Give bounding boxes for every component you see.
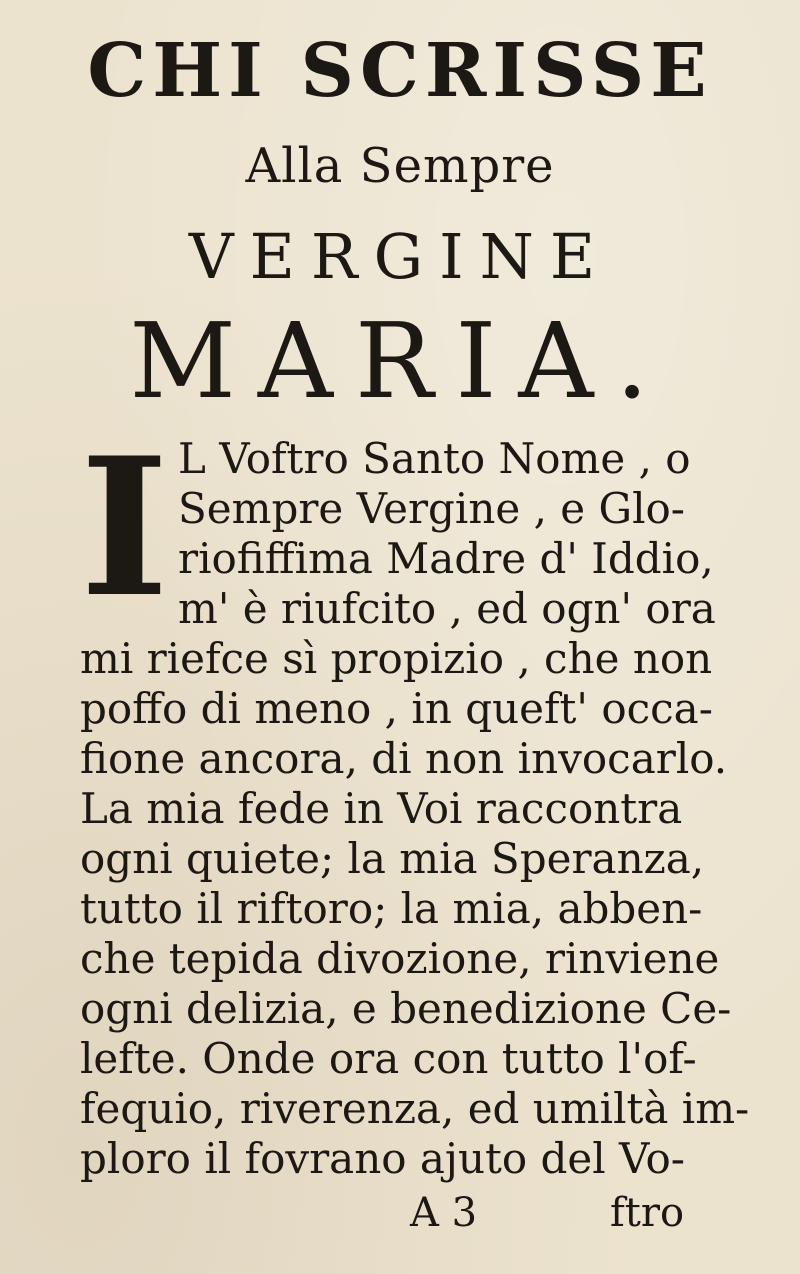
text-line: Sempre Vergine , e Glo- (178, 484, 685, 533)
heading-vergine: VERGINE (188, 220, 612, 293)
heading-maria: MARIA. (129, 300, 671, 422)
text-line: riofiffima Madre d' Iddio, (178, 534, 714, 583)
catchword: ftro (610, 1190, 685, 1236)
text-line: La mia fede in Voi raccontra (80, 784, 683, 833)
heading-chi-scrisse: CHI SCRISSE (87, 28, 713, 114)
text-line: che tepida divozione, rinviene (80, 934, 720, 983)
signature-mark: A 3 (410, 1190, 478, 1236)
heading-alla-sempre: Alla Sempre (245, 138, 555, 194)
text-line: ploro il fovrano ajuto del Vo- (80, 1134, 686, 1183)
text-line: poffo di meno , in queft' occa- (80, 684, 713, 733)
text-line: L Voftro Santo Nome , o (178, 434, 691, 483)
text-line: m' è riufcito , ed ogn' ora (178, 584, 716, 633)
text-line: ogni delizia, e benedizione Ce- (80, 984, 732, 1033)
text-line: mi riefce sì propizio , che non (80, 634, 713, 683)
text-line: tutto il riftoro; la mia, abben- (80, 884, 703, 933)
text-line: lefte. Onde ora con tutto l'of- (80, 1034, 697, 1083)
text-line: ogni quiete; la mia Speranza, (80, 834, 705, 883)
drop-capital: I (80, 416, 169, 639)
text-line: fequio, riverenza, ed umiltà im- (80, 1084, 750, 1133)
text-line: fione ancora, di non invocarlo. (80, 734, 728, 783)
